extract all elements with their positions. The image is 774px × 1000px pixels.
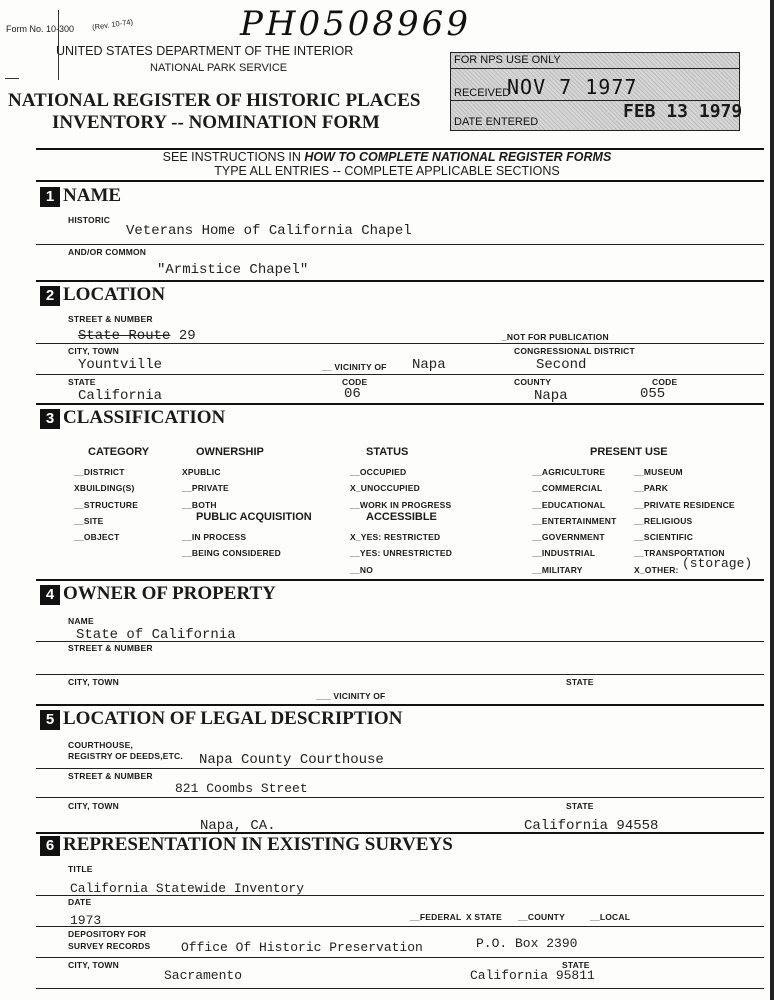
state-value: California [78, 388, 163, 404]
section-number: 1 [40, 187, 60, 207]
section-number: 2 [40, 286, 60, 306]
checkbox-option: __STRUCTURE [74, 499, 139, 510]
handwritten-reference-id: PH0508969 [240, 4, 471, 44]
section-title: REPRESENTATION IN EXISTING SURVEYS [63, 834, 453, 855]
owner-street-label: STREET & NUMBER [68, 643, 153, 653]
present-use-column-1 [532, 464, 632, 578]
category-list [74, 464, 194, 545]
city-value: Yountville [78, 357, 163, 373]
common-name-value: "Armistice Chapel" [157, 262, 309, 278]
common-name-label: AND/OR COMMON [68, 247, 147, 257]
ownership-list [182, 464, 312, 513]
district-value: Second [536, 357, 587, 373]
nps-box-title: FOR NPS USE ONLY [454, 54, 561, 66]
form-title-line1: NATIONAL REGISTER OF HISTORIC PLACES [8, 90, 421, 111]
checkbox-option: __PRIVATE RESIDENCE [634, 499, 735, 510]
date-entered-stamp: FEB 13 1979 [623, 101, 743, 122]
checkbox-option: __PARK [634, 483, 669, 494]
present-use-heading: PRESENT USE [590, 446, 668, 458]
survey-title-value: California Statewide Inventory [70, 881, 305, 896]
checkbox-option: __AGRICULTURE [532, 467, 606, 477]
checkbox-option: __SITE [74, 515, 104, 526]
legal-state-label: STATE [566, 801, 594, 811]
divider [36, 704, 764, 706]
checkbox-option: __PRIVATE [182, 483, 229, 494]
checkbox-option: __IN PROCESS [182, 532, 247, 542]
ownership-heading: OWNERSHIP [196, 446, 264, 458]
divider [36, 895, 764, 896]
struck-text: State Route [78, 328, 171, 344]
status-heading: STATUS [366, 446, 409, 458]
owner-city-label: CITY, TOWN [68, 677, 119, 687]
section-number: 4 [40, 585, 60, 605]
divider [36, 957, 764, 958]
checkbox-option: __YES: UNRESTRICTED [350, 548, 453, 559]
checkbox-option: X_OTHER: [634, 564, 679, 575]
accessible-list [350, 529, 480, 578]
divider [36, 244, 764, 245]
divider [36, 768, 764, 769]
checkbox-option: __NO [350, 564, 374, 575]
date-entered-label: DATE ENTERED [454, 116, 539, 128]
divider [36, 403, 764, 405]
checkbox-option: __TRANSPORTATION [634, 548, 725, 559]
depository-city-label: CITY, TOWN [68, 960, 119, 970]
checkbox-option: __RELIGIOUS [634, 515, 693, 526]
section-number: 5 [40, 710, 60, 730]
county-code-value: 055 [640, 386, 666, 402]
depository-state-value: California 95811 [470, 968, 595, 983]
survey-title-label: TITLE [68, 864, 93, 874]
section-title: NAME [63, 185, 122, 206]
checkbox-option: __WORK IN PROGRESS [350, 499, 452, 510]
legal-street-value: 821 Coombs Street [175, 781, 308, 796]
section-1-header [40, 185, 121, 207]
checkbox-option: __ENTERTAINMENT [532, 515, 617, 526]
received-stamp: NOV 7 1977 [507, 75, 638, 99]
depository-city-value: Sacramento [164, 968, 243, 983]
divider [36, 674, 764, 675]
checkbox-option: __EDUCATIONAL [532, 499, 606, 510]
divider [36, 280, 764, 282]
section-number: 3 [40, 409, 60, 429]
section-title: OWNER OF PROPERTY [63, 583, 276, 604]
section-2-header [40, 284, 165, 306]
checkbox-option: __COMMERCIAL [532, 483, 603, 494]
department-name: UNITED STATES DEPARTMENT OF THE INTERIOR [56, 44, 354, 58]
checkbox-option: __OBJECT [74, 532, 120, 543]
state-option: X STATE [466, 912, 503, 922]
depository-state-label: STATE [562, 960, 590, 970]
divider [36, 579, 764, 581]
section-title: CLASSIFICATION [63, 407, 226, 428]
federal-option: __FEDERAL [410, 912, 462, 922]
divider [36, 926, 764, 927]
margin-mark [5, 78, 19, 79]
received-label: RECEIVED [454, 87, 511, 99]
divider [36, 374, 764, 375]
divider [36, 343, 764, 344]
other-use-value: (storage) [682, 556, 753, 571]
county-value: Napa [534, 388, 568, 404]
divider [451, 68, 739, 69]
section-number: 6 [40, 836, 60, 856]
checkbox-option: __INDUSTRIAL [532, 548, 596, 559]
instructions-prefix: SEE INSTRUCTIONS IN [162, 150, 305, 164]
courthouse-value: Napa County Courthouse [199, 752, 384, 768]
public-acquisition-heading: PUBLIC ACQUISITION [196, 511, 312, 523]
depository-box-value: P.O. Box 2390 [476, 936, 578, 951]
historic-name-value: Veterans Home of California Chapel [126, 223, 412, 239]
survey-date-value: 1973 [70, 913, 102, 928]
instructions-line1 [0, 150, 774, 164]
instructions-guide-title: HOW TO COMPLETE NATIONAL REGISTER FORMS [304, 150, 612, 164]
acquisition-list [182, 529, 312, 562]
congressional-district-label: CONGRESSIONAL DISTRICT [514, 346, 635, 356]
historic-label: HISTORIC [68, 215, 111, 225]
vicinity-value: Napa [412, 357, 446, 373]
category-heading: CATEGORY [88, 446, 150, 458]
route-number: 29 [178, 328, 196, 344]
checkbox-option: __DISTRICT [74, 467, 125, 477]
section-title: LOCATION [63, 284, 166, 305]
service-name: NATIONAL PARK SERVICE [150, 62, 288, 74]
checkbox-option: __BEING CONSIDERED [182, 548, 282, 559]
depository-value: Office Of Historic Preservation [181, 940, 423, 955]
form-number: Form No. 10-300 [6, 24, 75, 34]
owner-name-label: NAME [68, 616, 94, 626]
depository-label: DEPOSITORY FOR [68, 929, 147, 939]
checkbox-option: __GOVERNMENT [532, 532, 605, 543]
state-code-value: 06 [344, 386, 361, 402]
margin-mark [58, 10, 59, 80]
owner-vicinity-label: ___ VICINITY OF [316, 691, 386, 701]
courthouse-label: COURTHOUSE, [68, 740, 134, 750]
scan-edge [770, 0, 774, 1000]
checkbox-option: X_YES: RESTRICTED [350, 532, 441, 542]
checkbox-option: XPUBLIC [182, 467, 221, 477]
checkbox-option: XBUILDING(S) [74, 483, 135, 494]
checkbox-option: __MUSEUM [634, 467, 683, 477]
section-6-header [40, 834, 453, 856]
survey-date-label: DATE [68, 897, 92, 907]
legal-street-label: STREET & NUMBER [68, 771, 153, 781]
owner-name-value: State of California [76, 627, 236, 643]
county-option: __COUNTY [518, 912, 565, 922]
divider [36, 988, 764, 989]
status-list [350, 464, 480, 513]
registry-label: REGISTRY OF DEEDS,ETC. [68, 751, 183, 761]
state-label: STATE [68, 377, 96, 387]
accessible-heading: ACCESSIBLE [366, 511, 437, 523]
section-4-header [40, 583, 276, 605]
nps-use-only-box [450, 52, 743, 131]
form-title-line2: INVENTORY -- NOMINATION FORM [52, 112, 380, 133]
checkbox-option: X_UNOCCUPIED [350, 483, 420, 494]
vicinity-label: __ VICINITY OF [322, 362, 387, 372]
divider [36, 641, 764, 642]
county-label: COUNTY [514, 377, 552, 387]
checkbox-option: __SCIENTIFIC [634, 532, 694, 543]
legal-city-label: CITY, TOWN [68, 801, 119, 811]
section-3-header [40, 407, 225, 429]
city-town-label: CITY, TOWN [68, 346, 119, 356]
street-number-label: STREET & NUMBER [68, 314, 153, 324]
section-5-header [40, 708, 402, 730]
street-number-value [78, 328, 196, 344]
section-title: LOCATION OF LEGAL DESCRIPTION [63, 708, 403, 729]
not-for-publication-label: _NOT FOR PUBLICATION [502, 332, 609, 342]
legal-city-value: Napa, CA. [200, 818, 276, 834]
checkbox-option: __MILITARY [532, 564, 583, 575]
local-option: __LOCAL [590, 912, 631, 922]
county-code-label: CODE [652, 377, 678, 387]
code-label: CODE [342, 377, 368, 387]
divider [36, 180, 764, 182]
survey-records-label: SURVEY RECORDS [68, 941, 151, 951]
checkbox-option: __OCCUPIED [350, 467, 407, 477]
divider [36, 797, 764, 798]
owner-state-label: STATE [566, 677, 594, 687]
legal-state-value: California 94558 [524, 818, 659, 834]
instructions-line2: TYPE ALL ENTRIES -- COMPLETE APPLICABLE SECTIONS [214, 164, 560, 178]
checkbox-option: __BOTH [182, 499, 217, 510]
form-revision: (Rev. 10-74) [91, 17, 134, 32]
